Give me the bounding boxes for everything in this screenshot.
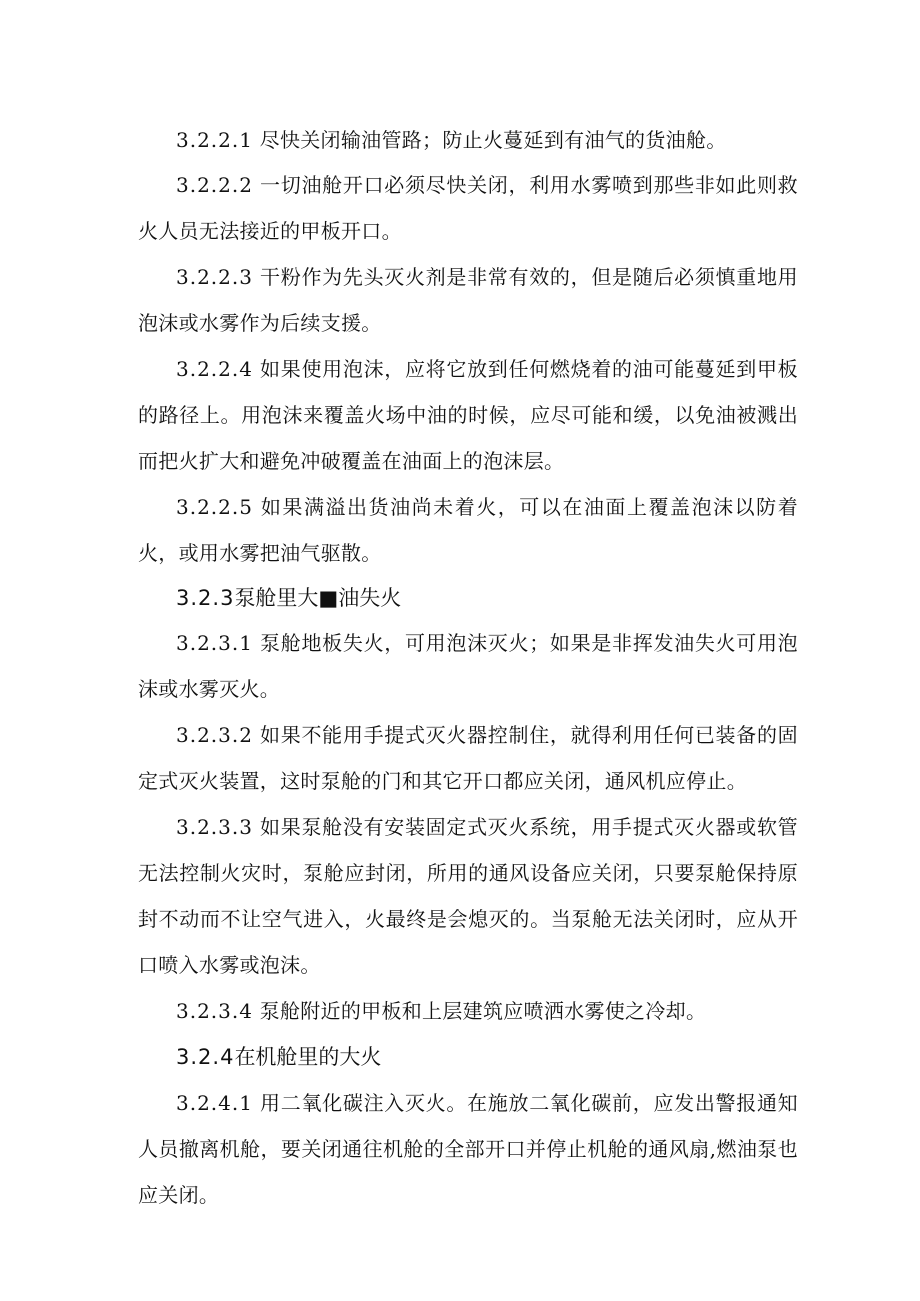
section-number: 3.2.3.4: [176, 999, 253, 1023]
paragraph-3-2-2-4: [138, 346, 798, 484]
paragraph-3-2-2-1: [138, 117, 798, 163]
paragraph-text: 干粉作为先头灭火剂是非常有效的，但是随后必须慎重地用泡沫或水雾作为后续支援。: [138, 265, 798, 335]
paragraph-text: 如果不能用手提式灭火器控制住，就得利用任何已装备的固定式灭火装置，这时泵舱的门和其它开口都应关闭，通风机应停止。: [138, 723, 798, 793]
heading-text: 在机舱里的大火: [234, 1045, 382, 1069]
section-number: 3.2.2.2: [176, 173, 253, 197]
section-number: 3.2.2.3: [176, 265, 253, 289]
section-number: 3.2.3.2: [176, 723, 253, 747]
paragraph-text: 泵舱地板失火，可用泡沫灭火；如果是非挥发油失火可用泡沫或水雾灭火。: [138, 631, 798, 701]
section-number: 3.2.4.1: [176, 1091, 253, 1115]
paragraph-text: 一切油舱开口必须尽快关闭，利用水雾喷到那些非如此则救火人员无法接近的甲板开口。: [138, 173, 798, 243]
paragraph-3-2-3-2: [138, 712, 798, 804]
paragraph-3-2-3-4: [138, 988, 798, 1034]
paragraph-text: 如果泵舱没有安装固定式灭火系统，用手提式灭火器或软管无法控制火灾时，泵舱应封闭，所用的通风设备应关闭，只要泵舱保持原封不动而不让空气进入，火最终是会熄灭的。当泵舱无法关闭时，应从开口喷入水雾或泡沫。: [138, 815, 798, 977]
section-number: 3.2.3: [176, 586, 235, 610]
section-number: 3.2.2.5: [176, 495, 253, 519]
paragraph-3-2-2-2: [138, 162, 798, 254]
paragraph-text: 如果使用泡沫，应将它放到任何燃烧着的油可能蔓延到甲板的路径上。用泡沫来覆盖火场中油的时候，应尽可能和缓，以免油被溅出而把火扩大和避免冲破覆盖在油面上的泡沫层。: [138, 357, 798, 473]
section-heading-3-2-3: [176, 575, 796, 621]
paragraph-3-2-3-1: [138, 620, 798, 712]
paragraph-3-2-3-3: [138, 804, 798, 988]
section-heading-3-2-4: [176, 1034, 796, 1080]
paragraph-text: 尽快关闭输油管路；防止火蔓延到有油气的货油舱。: [259, 128, 727, 152]
heading-text: 泵舱里大■油失火: [234, 586, 402, 610]
section-number: 3.2.3.3: [176, 815, 253, 839]
paragraph-3-2-4-1: [138, 1080, 798, 1218]
paragraph-3-2-2-5: [138, 484, 798, 576]
paragraph-text: 用二氧化碳注入灭火。在施放二氧化碳前，应发出警报通知人员撤离机舱，要关闭通往机舱的全部开口并停止机舱的通风扇,燃油泵也应关闭。: [138, 1091, 798, 1207]
section-number: 3.2.3.1: [176, 631, 253, 655]
paragraph-text: 泵舱附近的甲板和上层建筑应喷洒水雾使之冷却。: [259, 999, 707, 1023]
section-number: 3.2.2.1: [176, 128, 253, 152]
paragraph-3-2-2-3: [138, 254, 798, 346]
paragraph-text: 如果满溢出货油尚未着火，可以在油面上覆盖泡沫以防着火，或用水雾把油气驱散。: [138, 495, 798, 565]
section-number: 3.2.4: [176, 1045, 235, 1069]
section-number: 3.2.2.4: [176, 357, 253, 381]
